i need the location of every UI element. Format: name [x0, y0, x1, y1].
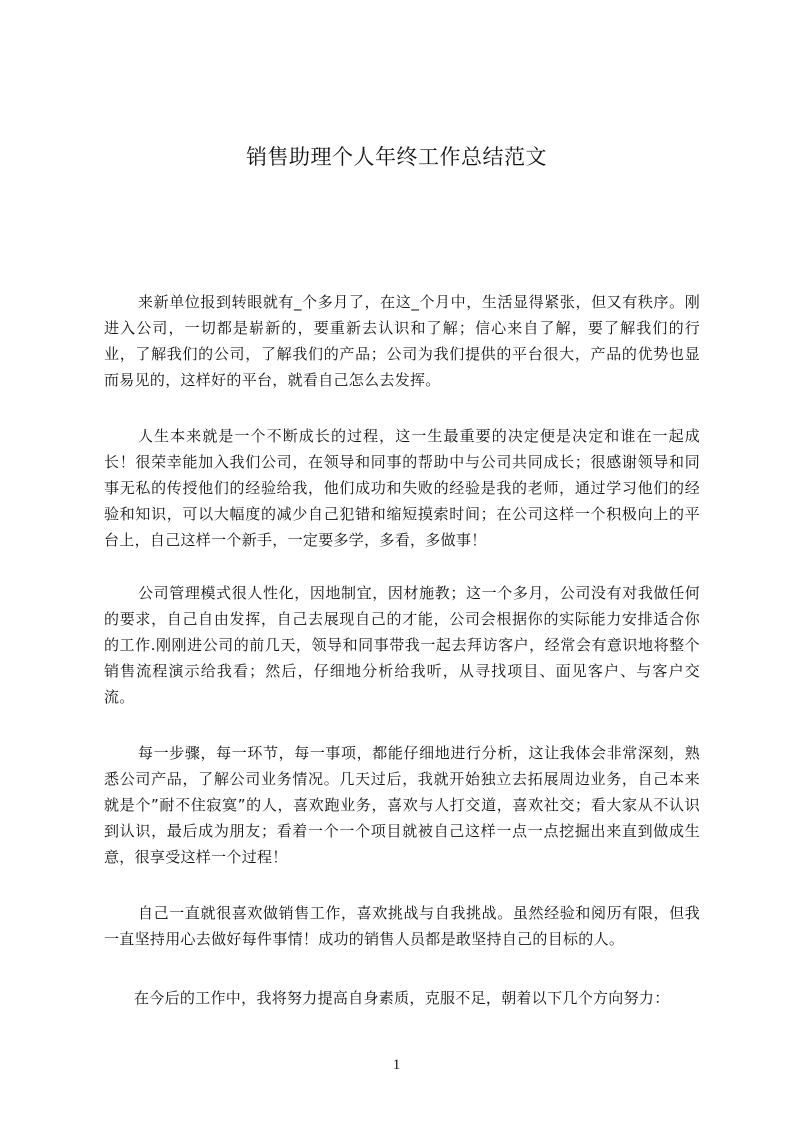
document-title: 销售助理个人年终工作总结范文 [246, 145, 547, 169]
paragraph-2: 人生本来就是一个不断成长的过程，这一生最重要的决定便是决定和谁在一起成长！很荣幸能加入我们公司，在领导和同事的帮助中与公司共同成长；很感谢领导和同事无私的传授他们的经验给我，他们成功和失败的经验是我的老师，通过学习他们的经验和知识，可以大幅度的减少自己犯错和缩短摸索时间；在公司这样一个积极向上的平台上，自己这样一个新手，一定要多学，多看，多做事！ [104, 427, 700, 549]
paragraph-1: 来新单位报到转眼就有_个多月了，在这_个月中，生活显得紧张，但又有秩序。刚进入公司，一切都是崭新的，要重新去认识和了解；信心来自了解，要了解我们的行业，了解我们的公司，了解我们的产品；公司为我们提供的平台很大，产品的优势也显而易见的，这样好的平台，就看自己怎么去发挥。 [104, 293, 700, 389]
paragraph-5: 自己一直就很喜欢做销售工作，喜欢挑战与自我挑战。虽然经验和阅历有限，但我一直坚持用心去做好每件事情！成功的销售人员都是敢坚持自己的目标的人。 [104, 904, 700, 948]
page-number: 1 [392, 1057, 401, 1073]
paragraph-6: 在今后的工作中，我将努力提高自身素质，克服不足，朝着以下几个方向努力： [134, 989, 670, 1007]
paragraph-3: 公司管理模式很人性化，因地制宜，因材施教；这一个多月，公司没有对我做任何的要求，自己自由发挥，自己去展现自己的才能，公司会根据你的实际能力安排适合你的工作.刚刚进公司的前几天，领导和同事带我一起去拜访客户，经常会有意识地将整个销售流程演示给我看；然后，仔细地分析给我听，从寻找项目、面见客户、与客户交流。 [104, 584, 700, 706]
paragraph-4: 每一步骤，每一环节，每一事项，都能仔细地进行分析，这让我体会非常深刻，熟悉公司产品，了解公司业务情况。几天过后，我就开始独立去拓展周边业务，自己本来就是个”耐不住寂寞”的人，喜欢跑业务，喜欢与人打交道，喜欢社交；看大家从不认识到认识，最后成为朋友；看着一个一个项目就被自己这样一点一点挖掘出来直到做成生意，很享受这样一个过程！ [104, 744, 700, 866]
